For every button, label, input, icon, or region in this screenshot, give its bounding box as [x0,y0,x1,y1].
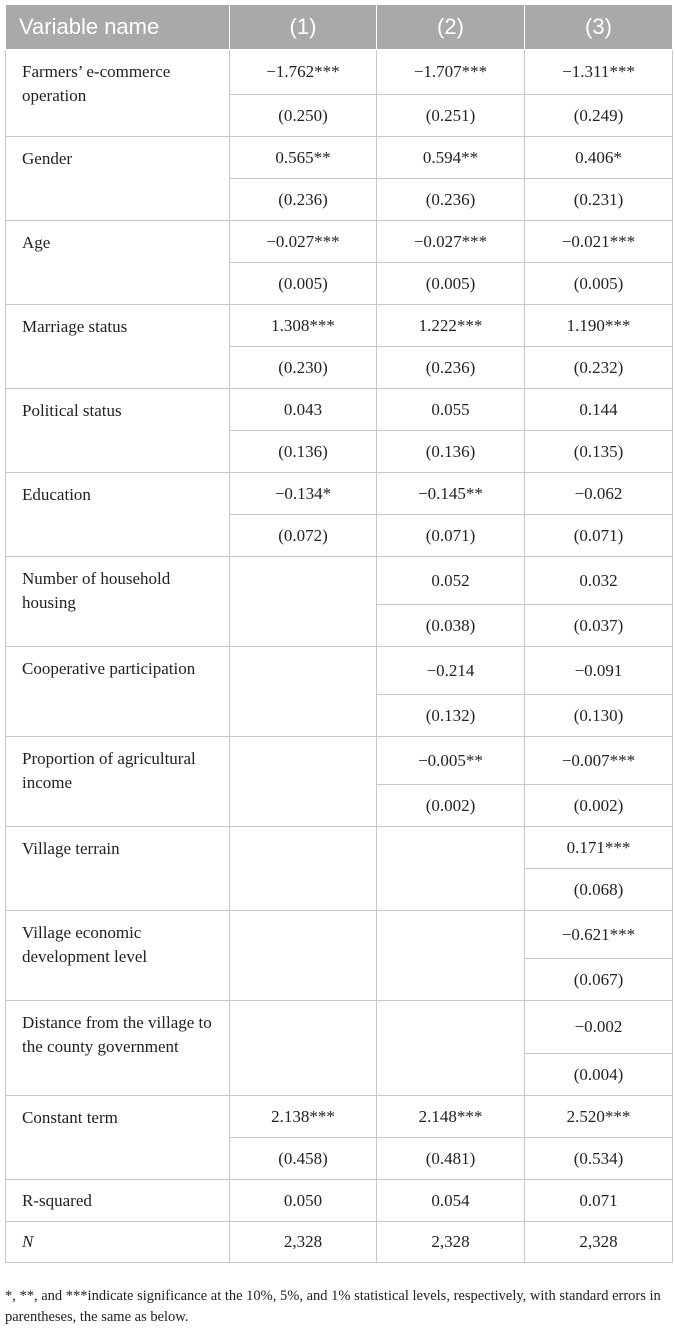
variable-name-age: Age [6,221,230,305]
se-cell: (0.249) [525,95,673,137]
coef-cell: 2.148*** [377,1096,525,1138]
header-col-1: (1) [230,5,377,50]
variable-name-distance: Distance from the village to the county government [6,1001,230,1096]
coef-cell: −1.707*** [377,50,525,95]
coef-cell: 2.138*** [230,1096,377,1138]
se-cell: (0.232) [525,347,673,389]
coef-row-marriage [6,305,673,347]
coef-cell: −0.007*** [525,737,673,785]
coef-row-education [6,473,673,515]
coef-cell: 0.052 [377,557,525,605]
empty-cell [230,1001,377,1096]
variable-name-education: Education [6,473,230,557]
se-cell: (0.236) [377,347,525,389]
se-cell: (0.250) [230,95,377,137]
coef-cell: 1.308*** [230,305,377,347]
coef-cell: 0.594** [377,137,525,179]
summary-label-n: N [6,1222,230,1263]
se-cell: (0.071) [377,515,525,557]
se-cell: (0.136) [377,431,525,473]
se-cell: (0.135) [525,431,673,473]
coef-cell: −0.091 [525,647,673,695]
summary-row-n [6,1222,673,1263]
coef-cell: −0.027*** [230,221,377,263]
coef-cell: 0.565** [230,137,377,179]
se-cell: (0.068) [525,869,673,911]
variable-name-village-terrain: Village terrain [6,827,230,911]
table-footnote: *, **, and ***indicate significance at the 10%, 5%, and 1% statistical levels, respectively, with standard errors in parentheses, the same as below. [5,1288,661,1325]
regression-table [5,4,673,1263]
empty-cell [230,911,377,1001]
variable-name-political: Political status [6,389,230,473]
summary-cell: 2,328 [525,1222,673,1263]
se-cell: (0.005) [525,263,673,305]
se-cell: (0.002) [377,785,525,827]
empty-cell [230,737,377,827]
summary-cell: 0.050 [230,1180,377,1222]
header-variable-name: Variable name [6,5,230,50]
coef-cell: 0.144 [525,389,673,431]
se-cell: (0.132) [377,695,525,737]
coef-cell: 1.222*** [377,305,525,347]
se-cell: (0.005) [377,263,525,305]
se-cell: (0.002) [525,785,673,827]
coef-cell: 1.190*** [525,305,673,347]
se-cell: (0.236) [230,179,377,221]
coef-cell: −0.621*** [525,911,673,959]
coef-row-gender [6,137,673,179]
coef-cell: −0.021*** [525,221,673,263]
summary-cell: 2,328 [230,1222,377,1263]
variable-name-agricultural-income: Proportion of agricultural income [6,737,230,827]
coef-cell: 2.520*** [525,1096,673,1138]
coef-row-political [6,389,673,431]
header-row [6,5,673,50]
se-cell: (0.231) [525,179,673,221]
header-col-3: (3) [525,5,673,50]
coef-row-village-terrain [6,827,673,869]
coef-cell: 0.055 [377,389,525,431]
empty-cell [377,1001,525,1096]
se-cell: (0.005) [230,263,377,305]
coef-cell: 0.032 [525,557,673,605]
se-cell: (0.230) [230,347,377,389]
se-cell: (0.037) [525,605,673,647]
variable-name-cooperative: Cooperative participation [6,647,230,737]
se-cell: (0.236) [377,179,525,221]
se-cell: (0.072) [230,515,377,557]
variable-name-marriage: Marriage status [6,305,230,389]
variable-name-household-housing: Number of household housing [6,557,230,647]
coef-cell: −0.214 [377,647,525,695]
coef-cell: −1.762*** [230,50,377,95]
se-cell: (0.251) [377,95,525,137]
coef-cell: −0.062 [525,473,673,515]
coef-row-cooperative [6,647,673,695]
header-col-2: (2) [377,5,525,50]
se-cell: (0.038) [377,605,525,647]
se-cell: (0.004) [525,1054,673,1096]
coef-row-agricultural-income [6,737,673,785]
coef-cell: −0.134* [230,473,377,515]
summary-row-r-squared [6,1180,673,1222]
se-cell: (0.458) [230,1138,377,1180]
coef-row-village-economic [6,911,673,959]
coef-row-ecommerce [6,50,673,95]
empty-cell [230,827,377,911]
variable-name-ecommerce: Farmers’ e-commerce operation [6,50,230,137]
regression-table-container [5,4,672,1263]
empty-cell [377,911,525,1001]
coef-cell: −0.005** [377,737,525,785]
empty-cell [230,557,377,647]
summary-cell: 2,328 [377,1222,525,1263]
coef-cell: 0.043 [230,389,377,431]
se-cell: (0.534) [525,1138,673,1180]
empty-cell [377,827,525,911]
se-cell: (0.071) [525,515,673,557]
coef-row-age [6,221,673,263]
summary-label-r-squared: R-squared [6,1180,230,1222]
coef-cell: 0.171*** [525,827,673,869]
variable-name-village-economic: Village economic development level [6,911,230,1001]
empty-cell [230,647,377,737]
variable-name-gender: Gender [6,137,230,221]
summary-cell: 0.054 [377,1180,525,1222]
coef-row-constant [6,1096,673,1138]
coef-cell: −0.002 [525,1001,673,1054]
coef-cell: −1.311*** [525,50,673,95]
coef-row-distance [6,1001,673,1054]
se-cell: (0.067) [525,959,673,1001]
se-cell: (0.130) [525,695,673,737]
coef-row-household-housing [6,557,673,605]
coef-cell: −0.145** [377,473,525,515]
variable-name-constant: Constant term [6,1096,230,1180]
se-cell: (0.136) [230,431,377,473]
summary-cell: 0.071 [525,1180,673,1222]
coef-cell: 0.406* [525,137,673,179]
coef-cell: −0.027*** [377,221,525,263]
se-cell: (0.481) [377,1138,525,1180]
